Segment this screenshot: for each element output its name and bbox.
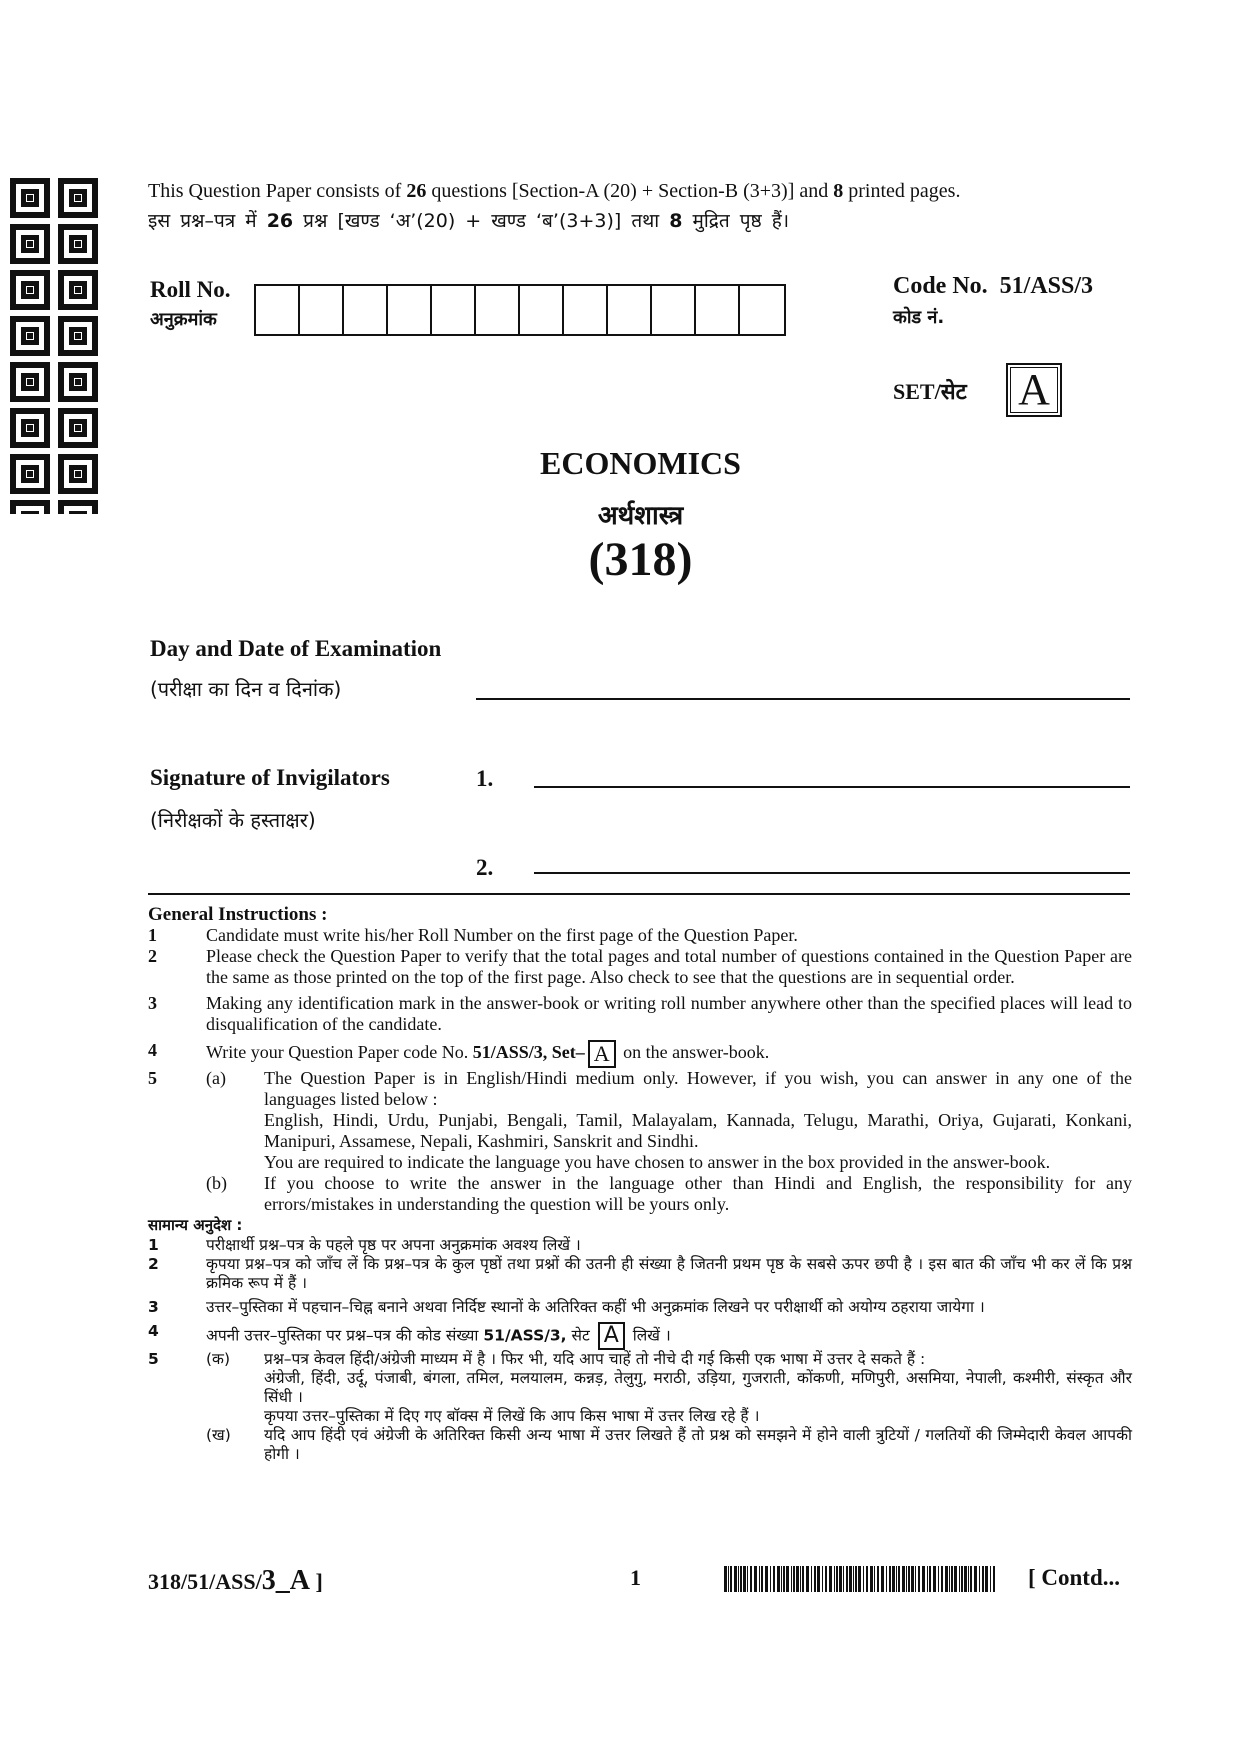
roll-number-cell[interactable] [608,286,652,334]
roll-number-cell[interactable] [520,286,564,334]
roll-number-cell[interactable] [696,286,740,334]
invigilator-1-number: 1. [476,766,494,791]
instruction-item-hindi: 3 उत्तर–पुस्तिका में पहचान–चिह्न बनाने अथवा निर्दिष्ट स्थानों के अतिरिक्त कहीं भी अनुक्रमांक लिखने पर परीक्षार्थी को अयोग्य ठहराया जायेगा । [148,1298,985,1316]
subject-code: (318) [588,533,693,586]
general-instructions [148,904,1132,1464]
roll-number-cell[interactable] [564,286,608,334]
footer-paper-code: 318/51/ASS/3_A ] [148,1565,323,1596]
subject-name-hindi: अर्थशास्त्र [597,501,684,531]
set-label: SET/सेट [893,379,967,404]
exam-date-label-hindi: (परीक्षा का दिन व दिनांक) [150,677,342,701]
page-count: 8 [833,180,844,202]
instruction-item-hindi: 4 अपनी उत्तर–पुस्तिका पर प्रश्न–पत्र की कोड संख्या 51/ASS/3, सेट A लिखें । [148,1322,671,1348]
exam-date-line[interactable] [476,698,1130,700]
instruction-item: 5 (a) The Question Paper is in English/Hindi medium only. However, if you wish, you can answer in any one of the languages listed below : English, Hindi, Urdu, Punjabi, Bengali, Tamil, Malayalam, Kannada, Telugu, Marathi, Oriya, Gujarati, Konkani, Manipuri, Assamese, Nepali, Kashmiri, Sanskrit and Sindhi. You are required to indicate the language you have chosen to answer in the box provided in the answer-book. [148,1068,1132,1172]
instruction-item: (b) If you choose to write the answer in the language other than Hindi and English, the responsibility for any errors/mistakes in understanding the question will be yours only. [206,1173,1132,1214]
instruction-item-hindi: 5 (क) प्रश्न–पत्र केवल हिंदी/अंग्रेजी माध्यम में है । फिर भी, यदि आप चाहें तो नीचे दी गई किसी एक भाषा में उत्तर दे सकते हैं : अंग्रेजी, हिंदी, उर्दू, पंजाबी, बंगला, तमिल, मलयालम, कन्नड़, तेलुगु, मराठी, उड़िया, गुजराती, कोंकणी, मणिपुरी, असमिया, नेपाली, कश्मीरी, संस्कृत और सिंधी । कृपया उत्तर–पुस्तिका में दिए गए बॉक्स में लिखें कि आप किस भाषा में उत्तर लिख रहे हैं । [148,1350,1132,1425]
set-mini-box-hindi: A [598,1322,625,1350]
roll-number-cell[interactable] [388,286,432,334]
invigilators-label: Signature of Invigilators [150,765,390,790]
code-number: Code No. 51/ASS/3 कोड नं. [893,273,1094,328]
section-divider [148,893,1130,895]
intro-hindi: इस प्रश्न–पत्र में 26 प्रश्न [खण्ड ‘अ’(20) + खण्ड ‘ब’(3+3)] तथा 8 मुद्रित पृष्ठ हैं। [148,210,790,232]
set-mini-box: A [588,1040,616,1068]
roll-number-label: Roll No. अनुक्रमांक [150,277,231,330]
contd-label: [ Contd... [1028,1565,1121,1590]
roll-number-cell[interactable] [432,286,476,334]
instruction-item: 4 Write your Question Paper code No. 51/ASS/3, Set– A on the answer-book. [148,1040,770,1066]
instruction-item-hindi: 1 परीक्षार्थी प्रश्न–पत्र के पहले पृष्ठ पर अपना अनुक्रमांक अवश्य लिखें । [148,1236,581,1254]
instructions-title: General Instructions : [148,904,328,925]
invigilators-label-hindi: (निरीक्षकों के हस्ताक्षर) [150,808,316,832]
instruction-item: 1 Candidate must write his/her Roll Number on the first page of the Question Paper. [148,925,798,945]
barcode-icon [724,1566,996,1592]
question-count: 26 [406,180,427,202]
roll-number-cell[interactable] [652,286,696,334]
intro-english: This Question Paper consists of 26 questions [Section-A (20) + Section-B (3+3)] and 8 printed pages. [148,180,961,202]
invigilator-2-line[interactable] [534,872,1130,874]
roll-number-cell[interactable] [476,286,520,334]
page-number: 1 [630,1565,641,1590]
roll-number-boxes[interactable] [254,284,786,336]
invigilator-2-number: 2. [476,855,494,880]
instruction-item: 2 Please check the Question Paper to verify that the total pages and total number of questions contained in the Question Paper are the same as those printed on the top of the first page. Also check to see that the questions are in sequential order. [148,946,1132,987]
instruction-item-hindi: (ख) यदि आप हिंदी एवं अंग्रेजी के अतिरिक्त किसी अन्य भाषा में उत्तर लिखते हैं तो प्रश्न को समझने में होने वाली त्रुटियों / गलतियों की जिम्मेदारी केवल आपकी होगी । [206,1426,1132,1463]
instruction-item-hindi: 2 कृपया प्रश्न–पत्र को जाँच लें कि प्रश्न–पत्र के कुल पृष्ठों तथा प्रश्नों की उतनी ही संख्या है जितनी प्रथम पृष्ठ के सबसे ऊपर छपी है । इस बात की जाँच भी कर लें कि प्रश्न क्रमिक रूप में हैं । [148,1255,1132,1292]
roll-number-cell[interactable] [740,286,784,334]
roll-number-cell[interactable] [256,286,300,334]
instruction-item: 3 Making any identification mark in the answer-book or writing roll number anywhere other than the specified places will lead to disqualification of the candidate. [148,993,1132,1034]
roll-number-cell[interactable] [344,286,388,334]
set-value-box: A [1006,363,1062,417]
paper-intro [148,176,1078,236]
exam-date-label: Day and Date of Examination [150,636,442,661]
roll-number-cell[interactable] [300,286,344,334]
instructions-hindi: सामान्य अनुदेश : 1 परीक्षार्थी प्रश्न–पत्र के पहले पृष्ठ पर अपना अनुक्रमांक अवश्य लिखें । 2 कृपया प्रश्न–पत्र को जाँच लें कि प्रश्न–पत्र के कुल पृष्ठों तथा प्रश्नों की उतनी ही संख्या है जितनी प्रथम पृष्ठ के सबसे ऊपर छपी है । इस बात की जाँच भी कर लें कि प्रश्न क्रमिक रूप में हैं । 3 उत्तर–पुस्तिका में पहचान–चिह्न बनाने अथवा निर्दिष्ट स्थानों के अतिरिक्त कहीं भी अनुक्रमांक लिखने पर परीक्षार्थी को अयोग्य ठहराया जायेगा । 4 अपनी उत्तर–पुस्तिका पर प्रश्न–पत्र की कोड संख्या 51/ASS/3, सेट A लिखें । 5 (क) प्रश्न–पत्र केवल हिंदी/अंग्रेजी माध्यम में है । फिर भी, यदि आप चाहें तो नीचे दी गई किसी एक भाषा में उत्तर दे सकते हैं : अंग्रेजी, हिंदी, उर्दू, पंजाबी, बंगला, तमिल, मलयालम, कन्नड़, तेलुगु, मराठी, उड़िया, गुजराती, कोंकणी, मणिपुरी, असमिया, नेपाली, कश्मीरी, संस्कृत और सिंधी । कृपया उत्तर–पुस्तिका में दिए गए बॉक्स में लिखें कि आप किस भाषा में उत्तर लिख रहे हैं । (ख) यदि आप हिंदी एवं अंग्रेजी के अतिरिक्त किसी अन्य भाषा में उत्तर लिखते हैं तो प्रश्न को समझने में होने वाली त्रुटियों / गलतियों की जिम्मेदारी केवल आपकी होगी । [148,1216,1132,1463]
invigilator-1-line[interactable] [534,786,1130,788]
subject-name: ECONOMICS [540,445,741,481]
code-value: 51/ASS/3 [999,273,1094,299]
